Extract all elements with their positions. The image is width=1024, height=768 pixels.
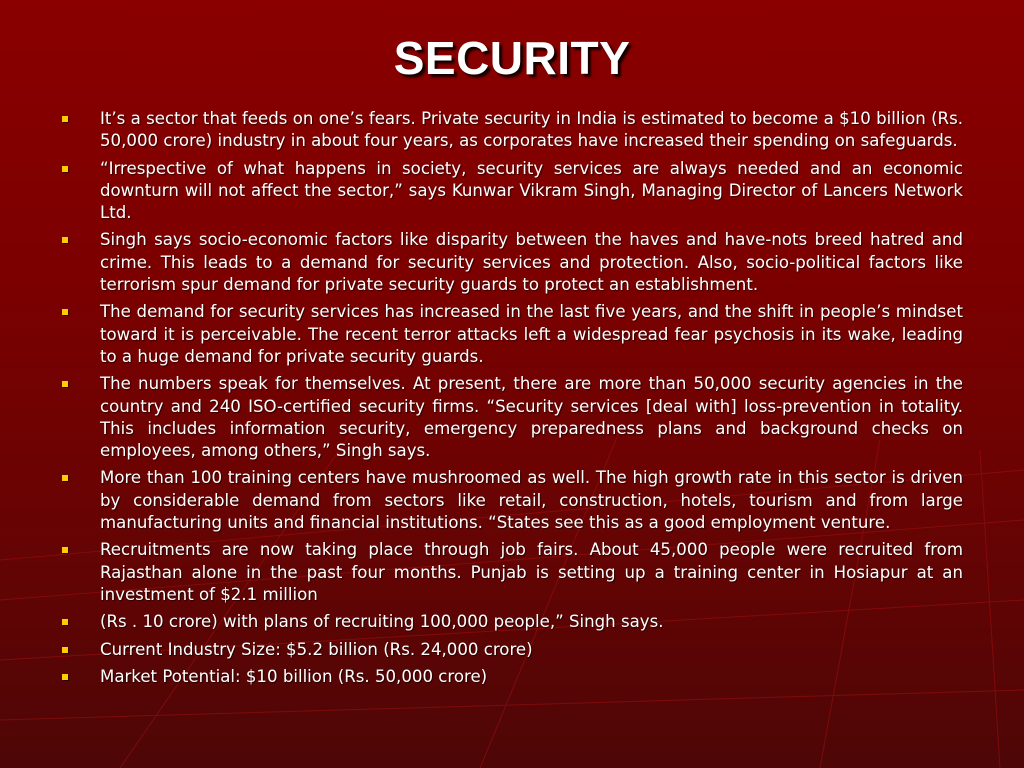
list-item <box>58 108 963 153</box>
bullet-text: Current Industry Size: $5.2 billion (Rs. 24,000 crore) <box>100 639 533 659</box>
square-bullet-icon <box>62 475 68 481</box>
square-bullet-icon <box>62 647 68 653</box>
slide-title: SECURITY <box>393 32 631 84</box>
bullet-text: It’s a sector that feeds on one’s fears. Private security in India is estimated to become a $10 billion (Rs. 50,000 crore) industry in about four years, as corporates have increased their spending on safeguards. <box>100 109 963 151</box>
list-item <box>58 639 963 661</box>
square-bullet-icon <box>62 237 68 243</box>
square-bullet-icon <box>62 674 68 680</box>
bullet-text: The numbers speak for themselves. At present, there are more than 50,000 security agencies in the country and 240 ISO-certified security firms. “Security services [deal with] loss-prevention in totality. This includes information security, emergency preparedness plans and background checks on employees, among others,” Singh says. <box>100 374 963 461</box>
list-item <box>58 611 963 633</box>
square-bullet-icon <box>62 381 68 387</box>
list-item <box>58 539 963 606</box>
square-bullet-icon <box>62 309 68 315</box>
list-item <box>58 467 963 534</box>
list-item <box>58 301 963 368</box>
square-bullet-icon <box>62 547 68 553</box>
square-bullet-icon <box>62 116 68 122</box>
bullet-text: More than 100 training centers have mushroomed as well. The high growth rate in this sector is driven by considerable demand from sectors like retail, construction, hotels, tourism and from large manufacturing units and financial institutions. “States see this as a good employment venture. <box>100 468 963 533</box>
bullet-text: The demand for security services has increased in the last five years, and the shift in people’s mindset toward it is perceivable. The recent terror attacks left a widespread fear psychosis in its wake, leading to a huge demand for private security guards. <box>100 302 963 366</box>
bullet-list <box>58 108 963 693</box>
bullet-text: “Irrespective of what happens in society, security services are always needed and an economic downturn will not affect the sector,” says Kunwar Vikram Singh, Managing Director of Lancers Network Ltd. <box>100 158 963 223</box>
list-item <box>58 229 963 296</box>
list-item <box>58 666 963 688</box>
square-bullet-icon <box>62 619 68 625</box>
square-bullet-icon <box>62 166 68 172</box>
list-item <box>58 158 963 225</box>
bullet-text: Recruitments are now taking place through job fairs. About 45,000 people were recruited from Rajasthan alone in the past four months. Punjab is setting up a training center in Hosiapur at an investment of $2.1 million <box>100 540 963 604</box>
bullet-text: Market Potential: $10 billion (Rs. 50,000 crore) <box>100 666 488 686</box>
list-item <box>58 373 963 462</box>
bullet-text: Singh says socio-economic factors like disparity between the haves and have-nots breed hatred and crime. This leads to a demand for security services and protection. Also, socio-political factors like terrorism spur demand for private security guards to protect an establishment. <box>100 230 963 295</box>
bullet-text: (Rs . 10 crore) with plans of recruiting 100,000 people,” Singh says. <box>100 612 664 632</box>
